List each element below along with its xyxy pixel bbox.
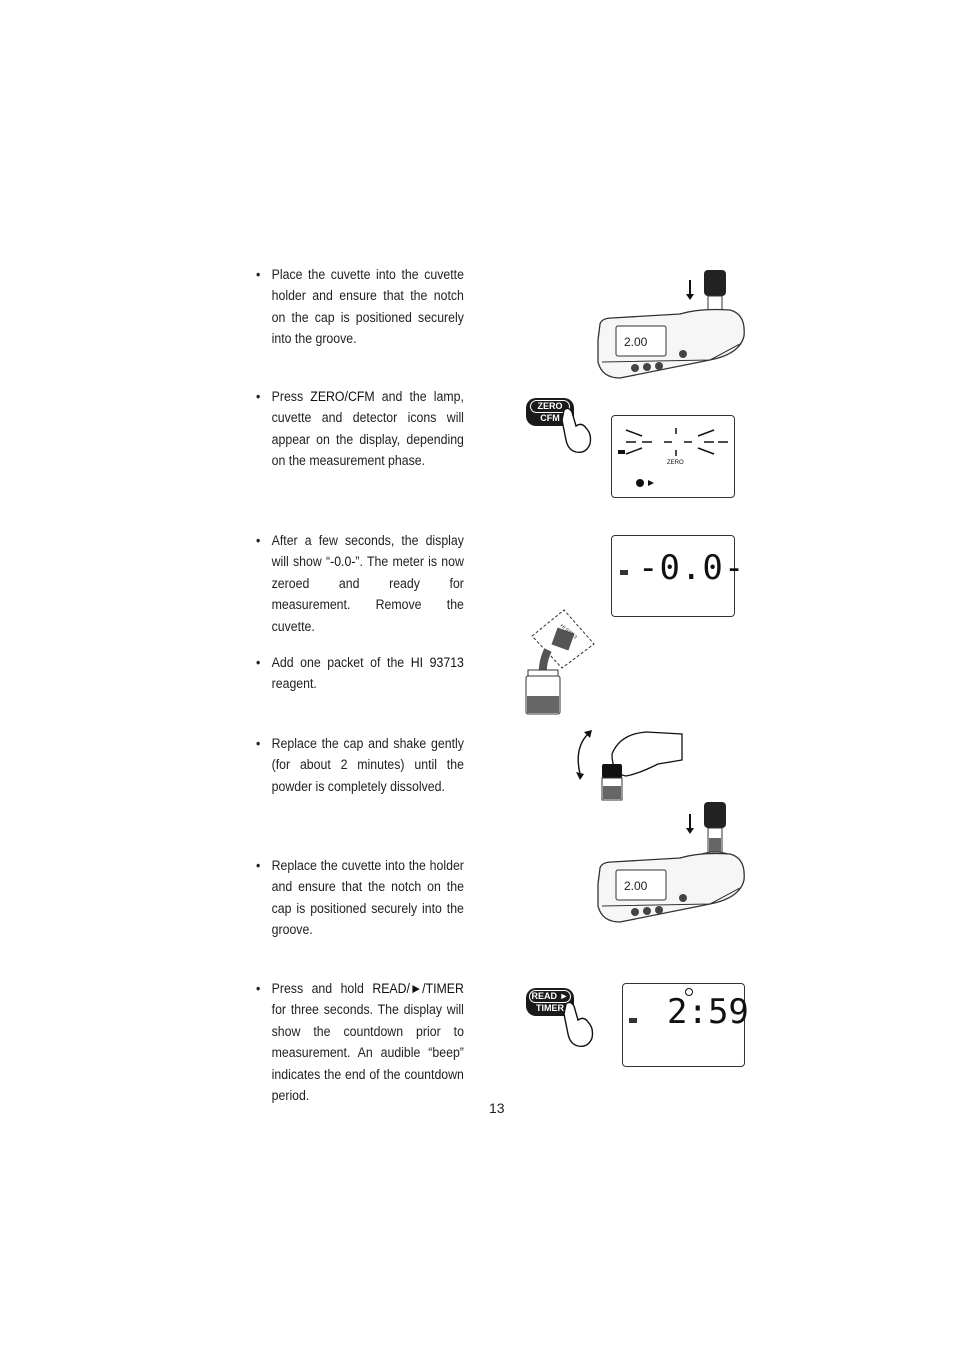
bullet: • <box>256 533 261 548</box>
reagent-name: HI 93713 <box>410 655 464 670</box>
bullet: • <box>256 858 261 873</box>
detector-icon <box>648 480 654 486</box>
meter-display: 2.00 <box>624 335 648 349</box>
bullet: • <box>256 736 261 751</box>
step-1 <box>256 264 464 350</box>
meter-with-cuvette-illustration <box>590 262 750 382</box>
step-5 <box>256 733 464 797</box>
reagent-packet-illustration <box>524 606 600 716</box>
zero-phase-segments <box>612 416 734 497</box>
meter-display-2: 2.00 <box>624 879 648 893</box>
step-text: Add one packet of the HI 93713 reagent. <box>271 655 464 692</box>
shaking-cuvette-illustration <box>568 724 684 804</box>
step-2 <box>256 386 464 472</box>
zeroed-reading: -0.0- <box>638 548 746 588</box>
step-4 <box>256 652 464 695</box>
step-text: Replace the cuvette into the holder and ensure that the notch on the cap is positioned securely into the groove. <box>271 858 464 938</box>
step-text: Press ZERO/CFM and the lamp, cuvette and detector icons will appear on the display, depending on the measurement phase. <box>271 389 464 469</box>
countdown-reading: 2:59 <box>667 992 749 1032</box>
countdown-lcd <box>622 983 749 1067</box>
step-6 <box>256 855 464 941</box>
cfm-label: CFM <box>540 413 560 423</box>
button-name: ZERO/CFM <box>310 389 375 404</box>
zero-label: ZERO <box>530 400 570 413</box>
step-text: Press and hold READ/►/TIMER for three seconds. The display will show the countdown prior to measurement. An audible “beep” indicates the end of the countdown period. <box>271 981 464 1104</box>
zero-lcd-label: ZERO <box>667 460 684 466</box>
button-name: READ/►/TIMER <box>372 981 464 996</box>
step-text: Place the cuvette into the cuvette holder and ensure that the notch on the cap is positioned securely into the groove. <box>271 267 464 347</box>
step-7 <box>256 978 464 1106</box>
bullet: • <box>256 981 261 996</box>
zeroed-lcd <box>611 535 746 617</box>
display-reading: -0.0- <box>330 554 356 570</box>
timer-label: TIMER <box>536 1003 564 1013</box>
read-label: READ ► <box>529 990 571 1003</box>
step-3 <box>256 530 464 637</box>
page-number: 13 <box>489 1100 505 1116</box>
bullet: • <box>256 655 261 670</box>
lamp-icon <box>636 479 644 487</box>
pointing-hand-icon <box>560 406 594 456</box>
battery-icon <box>629 1018 637 1023</box>
pointing-hand-icon-2 <box>562 1000 596 1050</box>
zero-lcd <box>611 415 735 498</box>
bullet: • <box>256 389 261 404</box>
bullet: • <box>256 267 261 282</box>
packet-label: HI 93713 <box>558 622 579 641</box>
meter-with-cuvette-illustration-2 <box>590 798 750 938</box>
battery-icon <box>620 570 628 575</box>
step-text: Replace the cap and shake gently (for about 2 minutes) until the powder is completely dissolved. <box>271 736 464 794</box>
step-text: After a few seconds, the display will show “-0.0-”. The meter is now zeroed and ready for measurement. Remove the cuvette. <box>271 533 464 634</box>
